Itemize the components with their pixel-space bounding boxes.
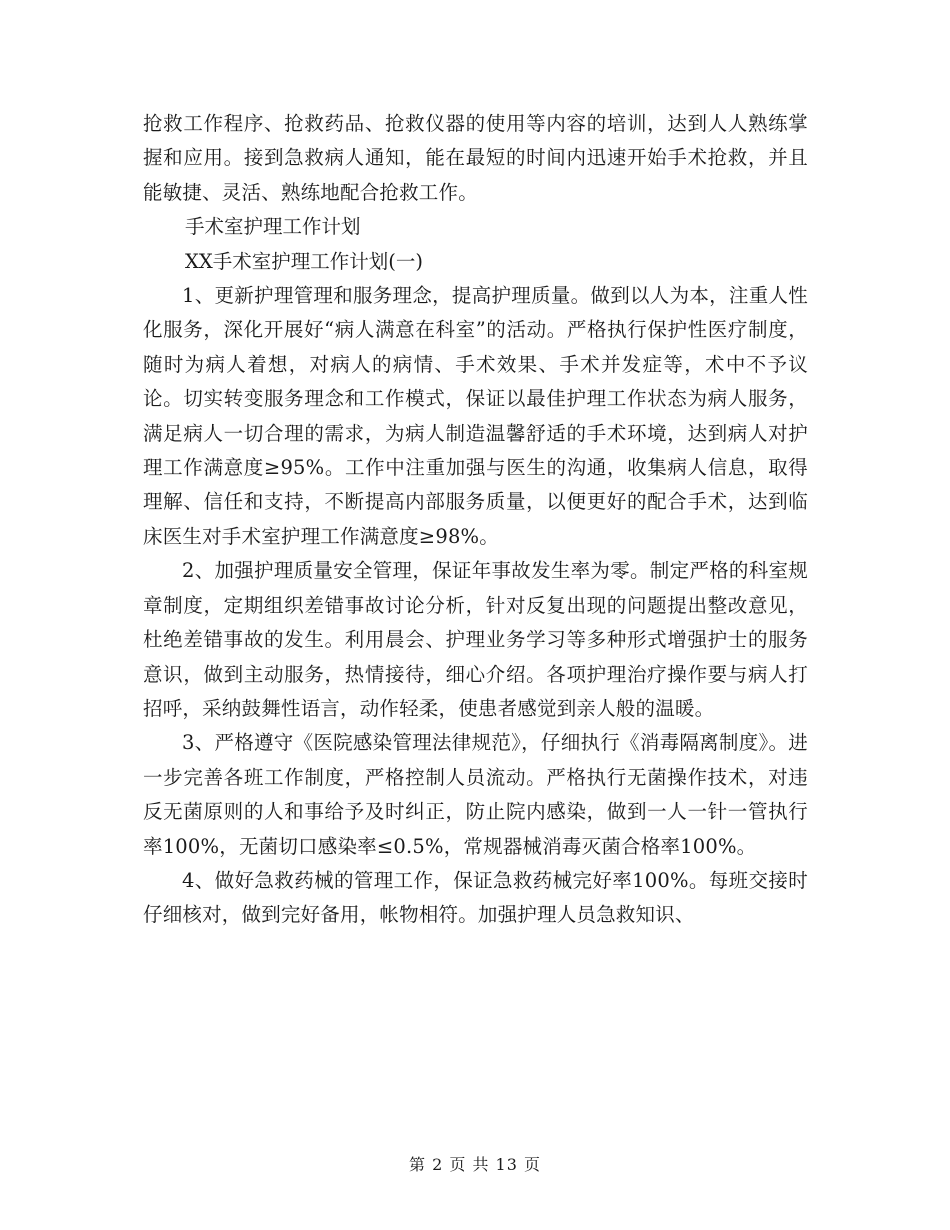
paragraph-item-3: 3、严格遵守《医院感染管理法律规范》，仔细执行《消毒隔离制度》。进一步完善各班工作制度，严格控制人员流动。严格执行无菌操作技术，对违反无菌原则的人和事给予及时纠正，防止院内感染，做到一人一针一管执行率100%，无菌切口感染率≤0.5%，常规器械消毒灭菌合格率100%。 xyxy=(143,731,808,858)
paragraph-continued: 抢救工作程序、抢救药品、抢救仪器的使用等内容的培训，达到人人熟练掌握和应用。接到急救病人通知，能在最短的时间内迅速开始手术抢救，并且能敏捷、灵活、熟练地配合抢救工作。 xyxy=(143,112,808,204)
paragraph-item-1: 1、更新护理管理和服务理念，提高护理质量。做到以人为本，注重人性化服务，深化开展好“病人满意在科室”的活动。严格执行保护性医疗制度，随时为病人着想，对病人的病情、手术效果、手术并发症等，术中不予议论。切实转变服务理念和工作模式，保证以最佳护理工作状态为病人服务，满足病人一切合理的需求，为病人制造温馨舒适的手术环境，达到病人对护理工作满意度≥95%。工作中注重加强与医生的沟通，收集病人信息，取得理解、信任和支持，不断提高内部服务质量，以便更好的配合手术，达到临床医生对手术室护理工作满意度≥98%。 xyxy=(143,284,808,548)
page-number-footer: 第 2 页 共 13 页 xyxy=(409,1155,541,1174)
section-heading: 手术室护理工作计划 xyxy=(185,215,361,239)
paragraph-item-2: 2、加强护理质量安全管理，保证年事故发生率为零。制定严格的科室规章制度，定期组织差错事故讨论分析，针对反复出现的问题提出整改意见，杜绝差错事故的发生。利用晨会、护理业务学习等多种形式增强护士的服务意识，做到主动服务，热情接待，细心介绍。各项护理治疗操作要与病人打招呼，采纳鼓舞性语言，动作轻柔，使患者感觉到亲人般的温暖。 xyxy=(143,559,808,720)
document-body xyxy=(143,107,808,933)
paragraph-item-4: 4、做好急救药械的管理工作，保证急救药械完好率100%。每班交接时仔细核对，做到完好备用，帐物相符。加强护理人员急救知识、 xyxy=(143,868,808,927)
subsection-heading: XX手术室护理工作计划(一) xyxy=(185,249,423,273)
